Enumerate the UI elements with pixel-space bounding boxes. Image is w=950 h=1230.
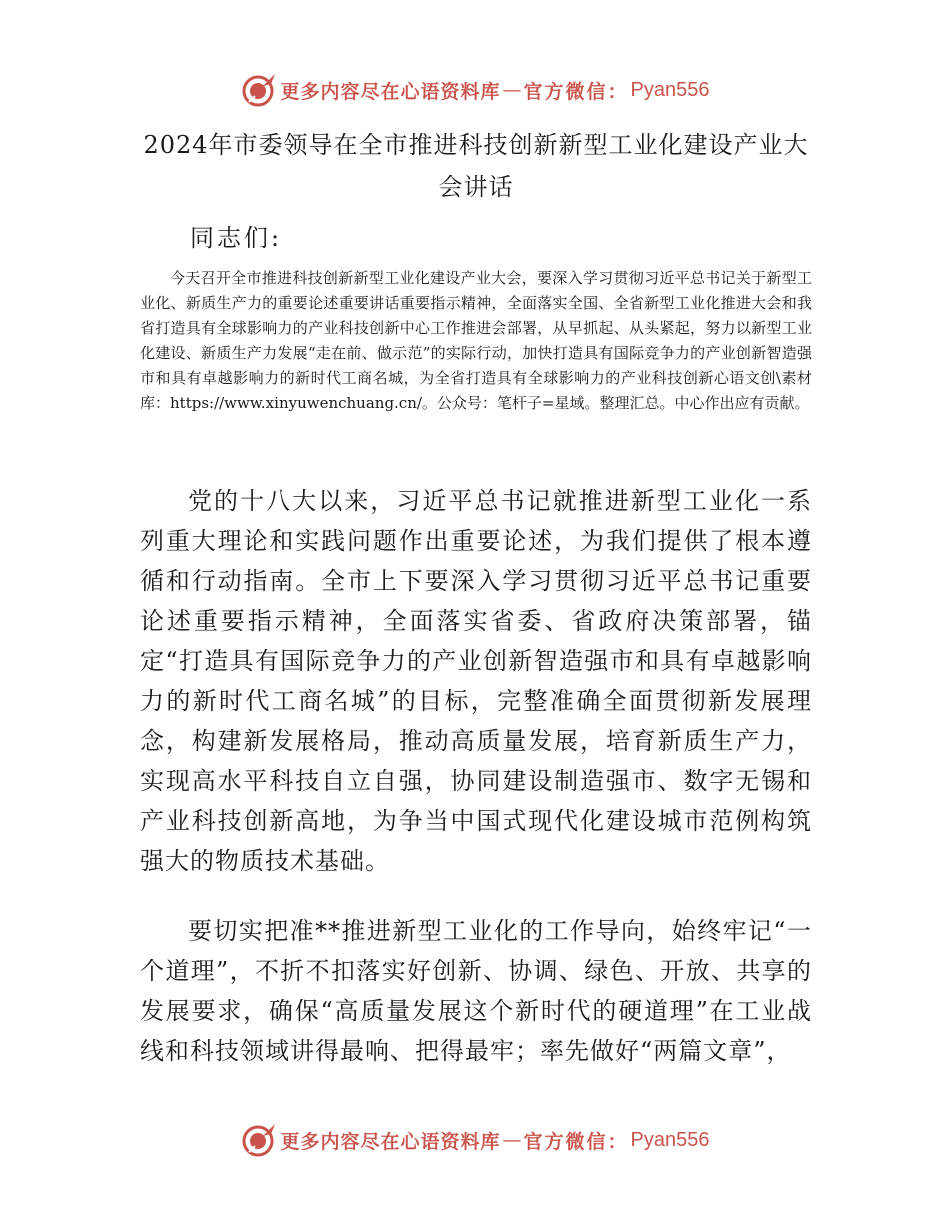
greeting: 同志们: xyxy=(190,224,283,252)
banner-official-label: 官方微信： xyxy=(523,80,629,103)
banner-text: 更多内容尽在心语资料库 xyxy=(280,1130,501,1153)
body-paragraph: 要切实把准**推进新型工业化的工作导向，始终牢记“一个道理”，不折不扣落实好创新、协调、绿色、开放、共享的发展要求，确保“高质量发展这个新时代的硬道理”在工业战线和科技领域讲得最响、把得最牢；率先做好“两篇文章”， xyxy=(140,917,812,1065)
banner-dash: — xyxy=(502,1129,522,1151)
banner-text: 更多内容尽在心语资料库 xyxy=(280,80,501,103)
document-title: 2024年市委领导在全市推进科技创新新型工业化建设产业大会讲话 xyxy=(143,131,809,201)
quill-logo-icon xyxy=(241,1122,277,1158)
body-paragraph: 党的十八大以来，习近平总书记就推进新型工业化一系列重大理论和实践问题作出重要论述，为我们提供了根本遵循和行动指南。全市上下要深入学习贯彻习近平总书记重要论述重要指示精神，全面落实省委、省政府决策部署，锚定“打造具有国际竞争力的产业创新智造强市和具有卓越影响力的新时代工商名城”的目标，完整准确全面贯彻新发展理念，构建新发展格局，推动高质量发展，培育新质生产力，实现高水平科技自立自强，协同建设制造强市、数字无锡和产业科技创新高地，为争当中国式现代化建设城市范例构筑强大的物质技术基础。 xyxy=(140,487,812,875)
footer-watermark-banner xyxy=(0,1120,950,1160)
lead-paragraph: 今天召开全市推进科技创新新型工业化建设产业大会，要深入学习贯彻习近平总书记关于新型工业化、新质生产力的重要论述重要讲话重要指示精神，全面落实全国、全省新型工业化推进大会和我省打造具有全球影响力的产业科技创新中心工作推进会部署，从早抓起、从头紧起，努力以新型工业化建设、新质生产力发展“走在前、做示范”的实际行动，加快打造具有国际竞争力的产业创新智造强市和具有卓越影响力的新时代工商名城，为全省打造具有全球影响力的产业科技创新心语文创\素材库：https://www.xinyuwenchuang.cn/。公众号：笔杆子=星域。整理汇总。中心作出应有贡献。 xyxy=(140,269,812,412)
banner-account: Pyan556 xyxy=(630,78,710,101)
header-watermark-banner xyxy=(0,70,950,110)
quill-logo-icon xyxy=(241,72,277,108)
banner-official-label: 官方微信： xyxy=(523,1130,629,1153)
banner-account: Pyan556 xyxy=(630,1128,710,1151)
banner-dash: — xyxy=(502,79,522,101)
